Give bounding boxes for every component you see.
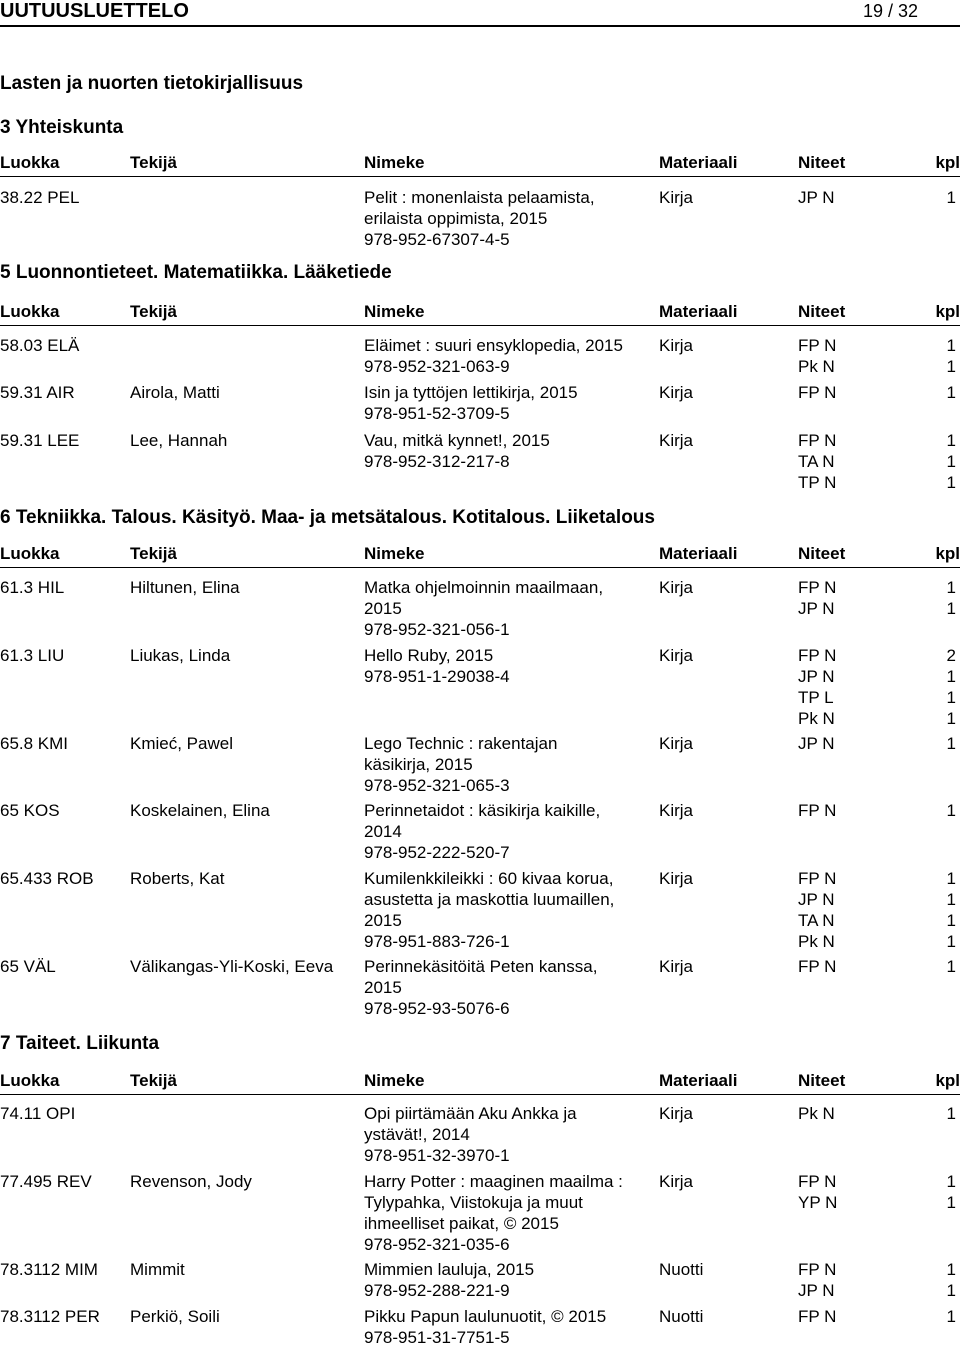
cell-niteet	[798, 1171, 837, 1213]
cell-niteet	[798, 1259, 836, 1301]
cell-luokka: 59.31 LEE	[0, 431, 80, 450]
cell-tekija: Mimmit	[130, 1260, 185, 1279]
cell-line: 1	[946, 932, 956, 951]
cell-materiaali: Kirja	[659, 1104, 694, 1123]
cell-kpl	[947, 1171, 956, 1213]
cell-line: FP N	[798, 869, 837, 888]
cell-line: erilaista oppimista, 2015	[364, 209, 548, 228]
cell-kpl	[947, 1306, 956, 1327]
cell-line: 978-952-321-056-1	[364, 620, 510, 639]
cell-niteet	[798, 382, 836, 403]
cell-luokka: 58.03 ELÄ	[0, 336, 80, 355]
header-underline	[0, 325, 960, 326]
cell-luokka: 61.3 LIU	[0, 646, 65, 665]
cell-line: 978-951-31-7751-5	[364, 1328, 510, 1347]
cell-line: 978-951-883-726-1	[364, 932, 510, 951]
cell-line: 1	[946, 1172, 956, 1191]
column-header-luokka: Luokka	[0, 544, 60, 563]
cell-luokka: 78.3112 PER	[0, 1307, 100, 1326]
cell-kpl	[947, 868, 956, 952]
column-header-niteet: Niteet	[798, 302, 846, 321]
cell-line: Eläimet : suuri ensyklopedia, 2015	[364, 336, 623, 355]
cell-line: 1	[946, 1104, 956, 1123]
column-header-materiaali: Materiaali	[659, 544, 738, 563]
cell-nimeke	[364, 335, 654, 377]
column-header-nimeke: Nimeke	[364, 1071, 425, 1090]
cell-niteet	[798, 800, 836, 821]
cell-nimeke	[364, 1171, 654, 1255]
cell-materiaali: Kirja	[659, 188, 694, 207]
column-header-row	[0, 1071, 960, 1093]
cell-line: 1	[946, 734, 956, 753]
column-header-tekija: Tekijä	[130, 302, 177, 321]
cell-niteet	[798, 1103, 835, 1124]
column-header-tekija: Tekijä	[130, 1071, 177, 1090]
cell-line: ystävät!, 2014	[364, 1125, 470, 1144]
cell-line: Perinnekäsitöitä Peten kanssa,	[364, 957, 598, 976]
cell-nimeke	[364, 577, 654, 640]
cell-line: 2	[946, 646, 956, 665]
cell-nimeke	[364, 430, 654, 472]
section-title: 3 Yhteiskunta	[0, 117, 124, 138]
cell-niteet	[798, 187, 835, 208]
cell-niteet	[798, 335, 836, 377]
cell-line: 1	[946, 452, 956, 471]
cell-line: FP N	[798, 801, 837, 820]
cell-kpl	[947, 577, 956, 619]
column-header-kpl: kpl	[935, 302, 960, 321]
cell-line: Perinnetaidot : käsikirja kaikille,	[364, 801, 601, 820]
section-title: 7 Taiteet. Liikunta	[0, 1033, 160, 1054]
cell-niteet	[798, 1306, 836, 1327]
column-header-row	[0, 302, 960, 324]
cell-line: TP L	[798, 688, 834, 707]
header-underline	[0, 567, 960, 568]
cell-materiaali: Kirja	[659, 578, 694, 597]
header-underline	[0, 176, 960, 177]
cell-line: 1	[946, 1281, 956, 1300]
cell-line: Isin ja tyttöjen lettikirja, 2015	[364, 383, 578, 402]
cell-tekija: Kmieć, Pawel	[130, 734, 233, 753]
cell-tekija: Revenson, Jody	[130, 1172, 252, 1191]
cell-line: Pk N	[798, 932, 835, 951]
cell-line: 978-952-288-221-9	[364, 1281, 510, 1300]
column-header-niteet: Niteet	[798, 544, 846, 563]
cell-nimeke	[364, 1306, 654, 1348]
cell-line: 1	[946, 357, 956, 376]
cell-luokka: 61.3 HIL	[0, 578, 65, 597]
column-header-materiaali: Materiaali	[659, 1071, 738, 1090]
cell-line: 1	[946, 911, 956, 930]
cell-line: Tylypahka, Viistokuja ja muut	[364, 1193, 583, 1212]
cell-line: Pikku Papun laulunuotit, © 2015	[364, 1307, 607, 1326]
cell-luokka: 78.3112 MIM	[0, 1260, 98, 1279]
cell-line: 1	[946, 473, 956, 492]
cell-line: 1	[946, 336, 956, 355]
cell-line: FP N	[798, 336, 837, 355]
cell-line: Lego Technic : rakentajan	[364, 734, 558, 753]
cell-tekija: Airola, Matti	[130, 383, 220, 402]
cell-niteet	[798, 733, 835, 754]
cell-niteet	[798, 645, 836, 729]
section-title: 5 Luonnontieteet. Matematiikka. Lääketiede	[0, 262, 392, 283]
cell-kpl	[947, 187, 956, 208]
cell-line: Pk N	[798, 709, 835, 728]
cell-tekija: Liukas, Linda	[130, 646, 231, 665]
cell-nimeke	[364, 1259, 654, 1301]
cell-line: 978-951-1-29038-4	[364, 667, 510, 686]
column-header-materiaali: Materiaali	[659, 153, 738, 172]
cell-tekija: Välikangas-Yli-Koski, Eeva	[130, 957, 334, 976]
cell-tekija: Roberts, Kat	[130, 869, 225, 888]
cell-line: Vau, mitkä kynnet!, 2015	[364, 431, 550, 450]
cell-materiaali: Kirja	[659, 383, 694, 402]
cell-line: Opi piirtämään Aku Ankka ja	[364, 1104, 577, 1123]
column-header-kpl: kpl	[935, 1071, 960, 1090]
header-divider	[0, 25, 960, 27]
cell-kpl	[947, 335, 956, 377]
column-header-row	[0, 153, 960, 175]
cell-kpl	[947, 1103, 956, 1124]
cell-line: 1	[946, 688, 956, 707]
cell-materiaali: Kirja	[659, 734, 694, 753]
cell-nimeke	[364, 956, 654, 1019]
cell-line: 1	[946, 578, 956, 597]
cell-materiaali: Nuotti	[659, 1260, 704, 1279]
cell-line: FP N	[798, 1260, 837, 1279]
cell-kpl	[947, 382, 956, 403]
cell-kpl	[947, 733, 956, 754]
cell-nimeke	[364, 382, 654, 424]
cell-nimeke	[364, 1103, 654, 1166]
cell-materiaali: Kirja	[659, 957, 694, 976]
cell-line: 1	[946, 1260, 956, 1279]
cell-nimeke	[364, 187, 654, 250]
cell-niteet	[798, 577, 836, 619]
cell-line: Hello Ruby, 2015	[364, 646, 494, 665]
cell-line: FP N	[798, 578, 837, 597]
cell-line: Kumilenkkileikki : 60 kivaa korua,	[364, 869, 614, 888]
column-header-tekija: Tekijä	[130, 153, 177, 172]
cell-luokka: 65 VÄL	[0, 957, 56, 976]
cell-line: 978-952-321-063-9	[364, 357, 510, 376]
cell-line: 1	[946, 188, 956, 207]
cell-materiaali: Nuotti	[659, 1307, 704, 1326]
cell-line: 1	[946, 599, 956, 618]
cell-line: 978-952-321-065-3	[364, 776, 510, 795]
cell-line: JP N	[798, 890, 835, 909]
cell-kpl	[947, 430, 956, 493]
cell-line: 1	[946, 957, 956, 976]
cell-kpl	[947, 645, 956, 729]
cell-line: 1	[946, 667, 956, 686]
cell-tekija: Perkiö, Soili	[130, 1307, 220, 1326]
cell-line: 978-952-93-5076-6	[364, 999, 510, 1018]
cell-tekija: Lee, Hannah	[130, 431, 228, 450]
cell-luokka: 65 KOS	[0, 801, 60, 820]
cell-tekija: Hiltunen, Elina	[130, 578, 240, 597]
column-header-luokka: Luokka	[0, 153, 60, 172]
cell-materiaali: Kirja	[659, 1172, 694, 1191]
cell-line: 978-951-52-3709-5	[364, 404, 510, 423]
column-header-tekija: Tekijä	[130, 544, 177, 563]
cell-line: TA N	[798, 452, 835, 471]
cell-materiaali: Kirja	[659, 336, 694, 355]
cell-line: FP N	[798, 957, 837, 976]
cell-luokka: 77.495 REV	[0, 1172, 92, 1191]
cell-line: TP N	[798, 473, 837, 492]
cell-line: käsikirja, 2015	[364, 755, 473, 774]
cell-line: 2015	[364, 911, 402, 930]
column-header-luokka: Luokka	[0, 302, 60, 321]
page-number: 19 / 32	[862, 1, 918, 21]
cell-line: 978-952-222-520-7	[364, 843, 510, 862]
cell-line: 978-951-32-3970-1	[364, 1146, 510, 1165]
cell-line: JP N	[798, 188, 835, 207]
cell-line: JP N	[798, 734, 835, 753]
cell-niteet	[798, 956, 836, 977]
cell-line: Mimmien lauluja, 2015	[364, 1260, 535, 1279]
cell-line: asustetta ja maskottia luumaillen,	[364, 890, 615, 909]
cell-line: FP N	[798, 383, 837, 402]
cell-line: TA N	[798, 911, 835, 930]
cell-line: Harry Potter : maaginen maailma :	[364, 1172, 623, 1191]
cell-line: ihmeelliset paikat, © 2015	[364, 1214, 559, 1233]
cell-line: JP N	[798, 667, 835, 686]
cell-nimeke	[364, 868, 654, 952]
cell-niteet	[798, 430, 836, 493]
cell-line: YP N	[798, 1193, 838, 1212]
cell-line: 2014	[364, 822, 402, 841]
cell-line: 2015	[364, 978, 402, 997]
cell-kpl	[947, 956, 956, 977]
cell-kpl	[947, 800, 956, 821]
cell-tekija: Koskelainen, Elina	[130, 801, 270, 820]
header-underline	[0, 1094, 960, 1095]
cell-nimeke	[364, 645, 654, 687]
cell-line: Pelit : monenlaista pelaamista,	[364, 188, 595, 207]
cell-luokka: 65.433 ROB	[0, 869, 94, 888]
cell-luokka: 74.11 OPI	[0, 1104, 76, 1123]
cell-line: 978-952-67307-4-5	[364, 230, 510, 249]
cell-line: Pk N	[798, 1104, 835, 1123]
cell-line: 978-952-321-035-6	[364, 1235, 510, 1254]
column-header-kpl: kpl	[935, 153, 960, 172]
cell-line: FP N	[798, 646, 837, 665]
cell-line: 1	[946, 1193, 956, 1212]
cell-line: 1	[946, 801, 956, 820]
column-header-nimeke: Nimeke	[364, 544, 425, 563]
main-heading: Lasten ja nuorten tietokirjallisuus	[0, 73, 304, 94]
cell-line: 1	[946, 890, 956, 909]
cell-line: 978-952-312-217-8	[364, 452, 510, 471]
cell-niteet	[798, 868, 836, 952]
column-header-luokka: Luokka	[0, 1071, 60, 1090]
cell-line: 1	[946, 869, 956, 888]
catalog-title: UUTUUSLUETTELO	[0, 0, 189, 22]
cell-kpl	[947, 1259, 956, 1301]
cell-luokka: 59.31 AIR	[0, 383, 75, 402]
cell-line: 1	[946, 709, 956, 728]
cell-line: 1	[946, 383, 956, 402]
column-header-nimeke: Nimeke	[364, 153, 425, 172]
cell-line: 2015	[364, 599, 402, 618]
column-header-nimeke: Nimeke	[364, 302, 425, 321]
cell-nimeke	[364, 800, 654, 863]
cell-luokka: 65.8 KMI	[0, 734, 69, 753]
cell-materiaali: Kirja	[659, 646, 694, 665]
cell-luokka: 38.22 PEL	[0, 188, 80, 207]
cell-line: Pk N	[798, 357, 835, 376]
column-header-materiaali: Materiaali	[659, 302, 738, 321]
cell-materiaali: Kirja	[659, 869, 694, 888]
column-header-row	[0, 544, 960, 566]
column-header-niteet: Niteet	[798, 1071, 846, 1090]
cell-line: Matka ohjelmoinnin maailmaan,	[364, 578, 604, 597]
column-header-niteet: Niteet	[798, 153, 846, 172]
cell-materiaali: Kirja	[659, 431, 694, 450]
cell-line: FP N	[798, 431, 837, 450]
cell-line: FP N	[798, 1307, 837, 1326]
cell-line: JP N	[798, 1281, 835, 1300]
cell-line: FP N	[798, 1172, 837, 1191]
cell-materiaali: Kirja	[659, 801, 694, 820]
cell-line: 1	[946, 431, 956, 450]
cell-line: JP N	[798, 599, 835, 618]
section-title: 6 Tekniikka. Talous. Käsityö. Maa- ja metsätalous. Kotitalous. Liiketalous	[0, 507, 655, 528]
column-header-kpl: kpl	[935, 544, 960, 563]
cell-line: 1	[946, 1307, 956, 1326]
cell-nimeke	[364, 733, 654, 796]
